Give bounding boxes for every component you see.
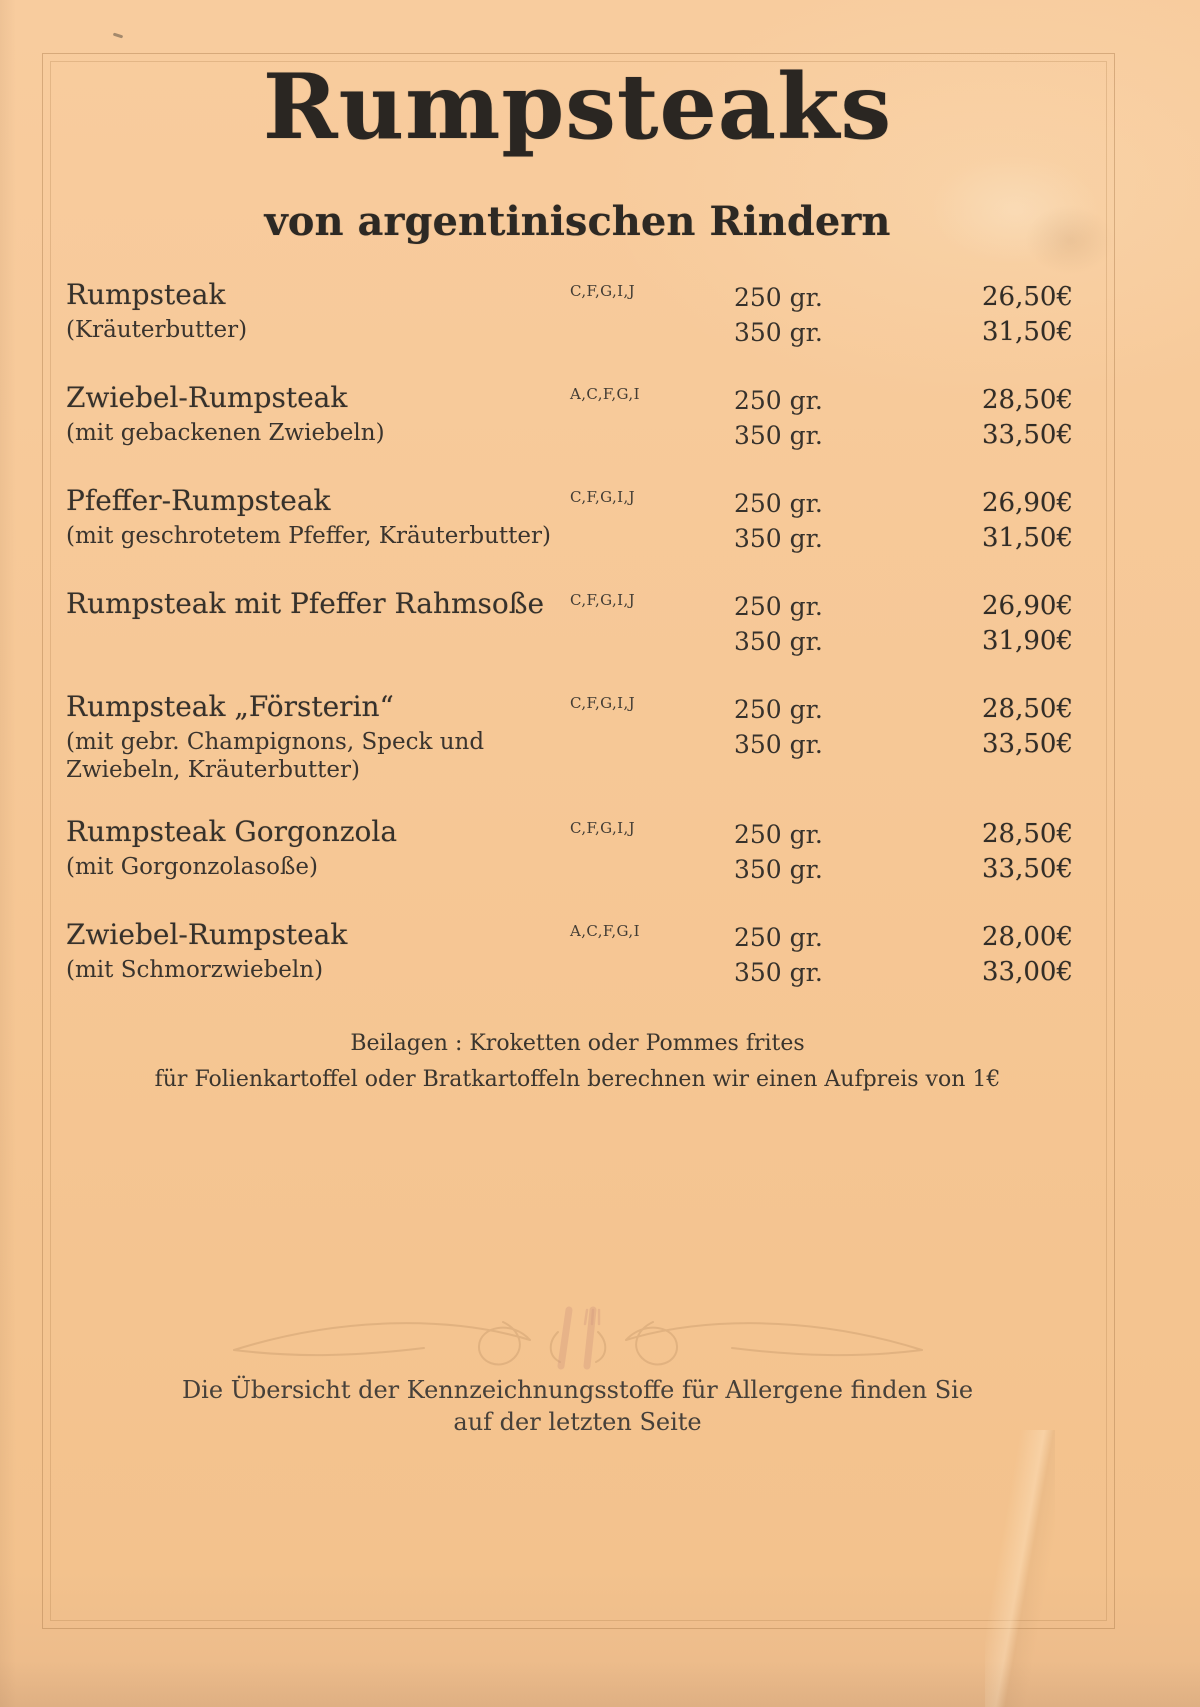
item-description: (mit Schmorzwiebeln): [66, 957, 324, 983]
item-name-block: [66, 920, 570, 984]
allergen-footnote: [42, 1374, 1113, 1438]
item-weight: 250 gr.: [734, 592, 823, 621]
item-weight: 350 gr.: [734, 318, 823, 347]
item-prices: [904, 817, 1073, 887]
item-weight: 250 gr.: [734, 283, 823, 312]
item-name: Zwiebel-Rumpsteak: [66, 918, 348, 951]
item-name: Rumpsteak mit Pfeffer Rahmsoße: [66, 587, 545, 620]
item-price: 33,00€: [982, 957, 1073, 987]
item-weights: [734, 817, 904, 887]
sides-note: Beilagen : Kroketten oder Pommes frites: [350, 1031, 805, 1056]
item-name: Rumpsteak Gorgonzola: [66, 815, 398, 848]
item-prices: [904, 692, 1073, 762]
item-weight: 250 gr.: [734, 386, 823, 415]
item-allergens: A,C,F,G,I: [570, 385, 640, 403]
item-name: Pfeffer-Rumpsteak: [66, 484, 331, 517]
item-weight: 250 gr.: [734, 489, 823, 518]
item-price: 31,50€: [982, 317, 1073, 347]
surcharge-note: für Folienkartoffel oder Bratkartoffeln berechnen wir einen Aufpreis von 1€: [154, 1067, 1001, 1092]
page-subtitle: von argentinischen Rindern: [264, 198, 891, 245]
item-weight: 350 gr.: [734, 958, 823, 987]
menu-item: [66, 817, 1073, 887]
item-price: 26,90€: [982, 488, 1073, 518]
item-prices: [904, 589, 1073, 659]
item-price: 28,00€: [982, 922, 1073, 952]
item-weight: 350 gr.: [734, 421, 823, 450]
item-allergens: C,F,G,I,J: [570, 591, 636, 609]
item-weights: [734, 486, 904, 556]
item-price: 28,50€: [982, 819, 1073, 849]
item-allergens: C,F,G,I,J: [570, 282, 636, 300]
item-price: 28,50€: [982, 385, 1073, 415]
item-weights: [734, 692, 904, 762]
item-weights: [734, 383, 904, 453]
fork-knife-flourish-svg: [228, 1298, 928, 1378]
item-prices: [904, 280, 1073, 350]
item-allergens: A,C,F,G,I: [570, 922, 640, 940]
item-description: (mit gebackenen Zwiebeln): [66, 420, 385, 446]
item-weights: [734, 280, 904, 350]
item-name: Zwiebel-Rumpsteak: [66, 381, 348, 414]
scan-edge-shadow: [0, 1661, 1200, 1707]
item-name-block: [66, 589, 570, 625]
item-weight: 350 gr.: [734, 855, 823, 884]
item-prices: [904, 486, 1073, 556]
menu-item: [66, 692, 1073, 784]
item-allergens: C,F,G,I,J: [570, 694, 636, 712]
item-allergens: C,F,G,I,J: [570, 819, 636, 837]
item-weight: 250 gr.: [734, 695, 823, 724]
scan-speck: [113, 33, 123, 39]
allergen-footnote-text: Die Übersicht der Kennzeichnungsstoffe für Allergene finden Sie auf der letzten Seite: [181, 1376, 974, 1436]
item-name: Rumpsteak: [66, 278, 226, 311]
menu-item: [66, 383, 1073, 453]
item-allergens: C,F,G,I,J: [570, 488, 636, 506]
item-price: 31,90€: [982, 626, 1073, 656]
item-prices: [904, 920, 1073, 990]
menu-list: [66, 280, 1073, 1023]
menu-item: [66, 486, 1073, 556]
item-name-block: [66, 280, 570, 344]
item-description: (Kräuterbutter): [66, 317, 248, 343]
item-weights: [734, 920, 904, 990]
item-price: 33,50€: [982, 854, 1073, 884]
item-price: 26,90€: [982, 591, 1073, 621]
item-price: 33,50€: [982, 420, 1073, 450]
item-name-block: [66, 383, 570, 447]
item-price: 33,50€: [982, 729, 1073, 759]
item-weight: 350 gr.: [734, 627, 823, 656]
item-weight: 350 gr.: [734, 524, 823, 553]
menu-item: [66, 280, 1073, 350]
item-description: (mit gebr. Champignons, Speck und Zwiebeln, Kräuterbutter): [66, 729, 485, 783]
item-weight: 250 gr.: [734, 820, 823, 849]
item-weights: [734, 589, 904, 659]
item-weight: 250 gr.: [734, 923, 823, 952]
item-weight: 350 gr.: [734, 730, 823, 759]
item-price: 31,50€: [982, 523, 1073, 553]
item-name-block: [66, 817, 570, 881]
item-description: (mit geschrotetem Pfeffer, Kräuterbutter): [66, 523, 551, 549]
item-prices: [904, 383, 1073, 453]
item-name-block: [66, 486, 570, 550]
item-price: 26,50€: [982, 282, 1073, 312]
menu-item: [66, 920, 1073, 990]
menu-item: [66, 589, 1073, 659]
item-name-block: [66, 692, 570, 784]
item-price: 28,50€: [982, 694, 1073, 724]
notes-block: [42, 1031, 1113, 1093]
item-description: (mit Gorgonzolasoße): [66, 854, 318, 880]
page-title: Rumpsteaks: [262, 54, 893, 160]
item-name: Rumpsteak „Försterin“: [66, 690, 394, 723]
fork-knife-flourish: [42, 1298, 1113, 1378]
